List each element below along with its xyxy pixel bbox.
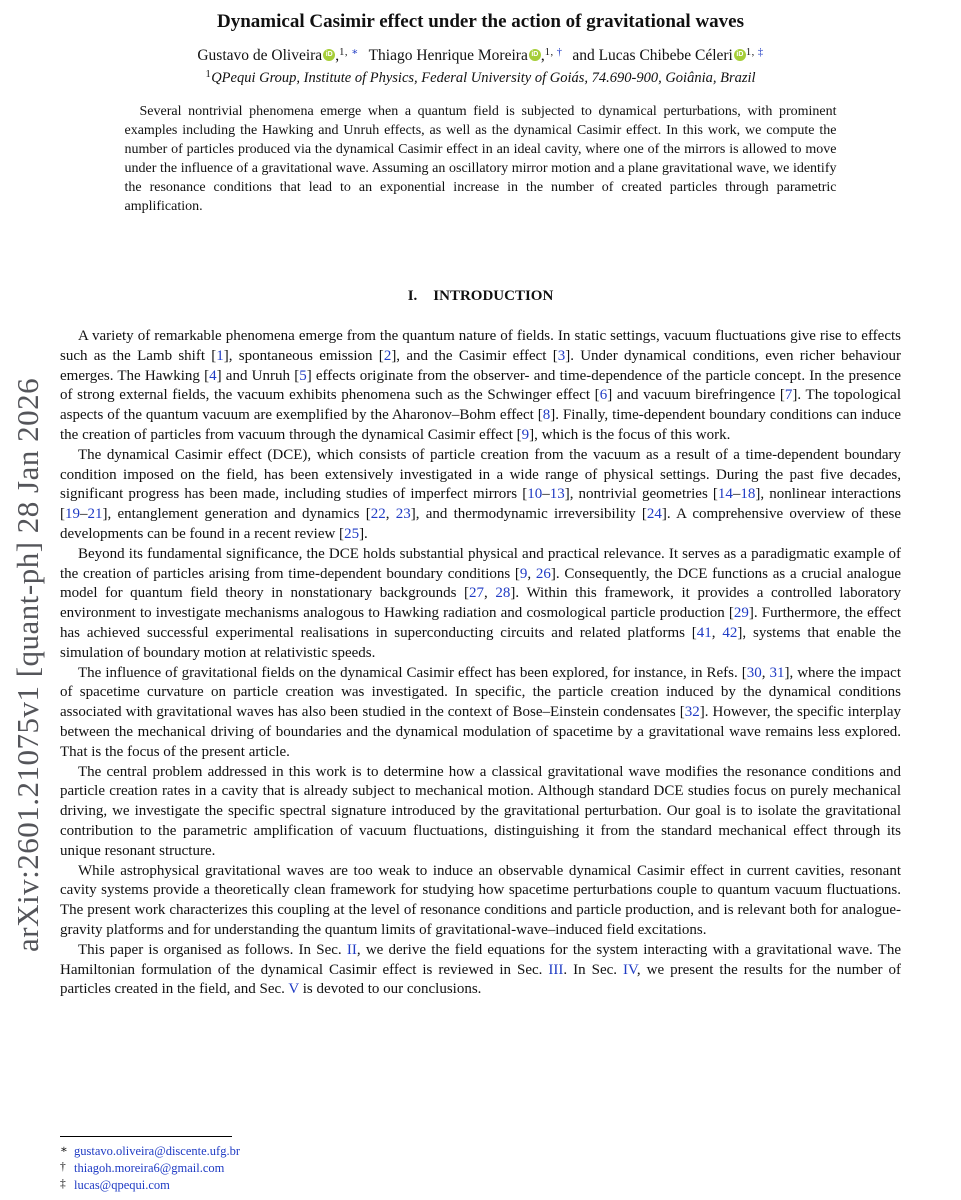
citation-link[interactable]: 29	[733, 605, 749, 622]
author-name: and Lucas Chibebe Céleri	[572, 47, 733, 64]
arxiv-stamp: arXiv:2601.21075v1 [quant-ph] 28 Jan 2026	[10, 377, 45, 952]
paragraph: A variety of remarkable phenomena emerge from the quantum nature of fields. In static settings, vacuum fluctuations give rise to effects such as the Lamb shift [1], spontaneous emission [2], and the Casimir effect [3]. Under dynamical conditions, even richer behaviour emerges. The Hawking [4] and Unruh [5] effects originate from the observer- and time-dependence of the particle concept. In the presence of strong external fields, the vacuum exhibits phenomena such as the Schwinger effect [6] and vacuum birefringence [7]. The topological aspects of the quantum vacuum are exemplified by the Aharonov–Bohm effect [8]. Finally, time-dependent boundary conditions can induce the creation of particles from vacuum through the dynamical Casimir effect [9], which is the focus of this work.	[60, 328, 901, 443]
footnote-line	[60, 1160, 240, 1177]
footnote-line	[60, 1143, 240, 1160]
citation-link[interactable]: 5	[299, 367, 307, 384]
footnote-rule	[60, 1136, 232, 1137]
citation-link[interactable]: 31	[769, 664, 785, 681]
section-ref-link[interactable]: IV	[623, 961, 637, 978]
paragraph: This paper is organised as follows. In Sec. II, we derive the field equations for the system interacting with a gravitational wave. The Hamiltonian formulation of the dynamical Casimir effect is reviewed in Sec. III. In Sec. IV, we present the results for the number of particles created in the field, and Sec. V is devoted to our conclusions.	[60, 941, 902, 998]
citation-link[interactable]: 22	[370, 506, 386, 523]
section-number: I.	[407, 288, 418, 304]
citation-link[interactable]: 27	[469, 585, 485, 602]
author-separator: ,	[335, 47, 340, 64]
citation-link[interactable]: 10	[527, 486, 543, 503]
author-separator: ,	[540, 47, 545, 64]
citation-link[interactable]: 42	[722, 624, 738, 641]
author-footnote-sym[interactable]: ∗	[351, 47, 359, 58]
author-name: Thiago Henrique Moreira	[368, 47, 528, 64]
citation-link[interactable]: 8	[542, 407, 551, 424]
citation-link[interactable]: 13	[549, 486, 565, 503]
section-heading	[60, 288, 901, 305]
citation-link[interactable]: 24	[646, 506, 662, 523]
paragraph: While astrophysical gravitational waves are too weak to induce an observable dynamical Casimir effect in current cavities, resonant cavity systems provide a theoretically clean framework for studying how spacetime perturbations couple to quantum vacuum fluctuations. The present work characterizes this coupling at the level of resonance conditions and particle production, and is relevant both for analogue-gravity platforms and for understanding the quantum limits of gravitational-wave–induced field excitations.	[60, 862, 901, 938]
citation-link[interactable]: 14	[717, 486, 733, 503]
citation-link[interactable]: 3	[557, 347, 566, 364]
author	[197, 47, 358, 64]
footnote-email-link[interactable]: lucas@qpequi.com	[74, 1178, 170, 1192]
author-line	[60, 47, 901, 65]
footnote-email-link[interactable]: thiagoh.moreira6@gmail.com	[74, 1161, 225, 1175]
citation-link[interactable]: 23	[395, 506, 411, 523]
citation-link[interactable]: 18	[740, 486, 756, 503]
citation-link[interactable]: 1	[216, 347, 224, 364]
footnote-marker: †	[60, 1161, 66, 1173]
abstract: Several nontrivial phenomena emerge when a quantum field is subjected to dynamical perturbations, with prominent examples including the Hawking and Unruh effects, as well as the dynamical Casimir effect. In this work, we compute the number of particles produced via the dynamical Casimir effect in an ideal cavity, where one of the mirrors is allowed to move under the influence of a gravitational wave. Assuming an oscillatory mirror motion and a plane gravitational wave, we identify the resonance conditions that lead to an exponential increase in the number of created particles through parametric amplification.	[124, 104, 837, 214]
paragraph: Beyond its fundamental significance, the DCE holds substantial physical and practical relevance. It serves as a paradigmatic example of the creation of particles arising from time-dependent boundary conditions [9, 26]. Consequently, the DCE functions as a crucial analogue model for quantum field theory in nonstationary backgrounds [27, 28]. Within this framework, it provides a controlled laboratory environment to investigate mechanisms analogous to Hawking radiation and cosmological particle production [29]. Furthermore, the effect has achieved successful experimental realisations in superconducting circuits and related platforms [41, 42], systems that enable the simulation of boundary motion at relativistic speeds.	[60, 545, 902, 661]
orcid-icon[interactable]: iD	[529, 49, 541, 61]
author-name: Gustavo de Oliveira	[197, 47, 323, 64]
footnotes	[60, 1136, 240, 1194]
introduction-body	[60, 327, 901, 1000]
citation-link[interactable]: 9	[519, 565, 528, 582]
citation-link[interactable]: 21	[87, 506, 103, 523]
footnote-email-link[interactable]: gustavo.oliveira@discente.ufg.br	[74, 1144, 240, 1158]
citation-link[interactable]: 26	[535, 565, 551, 582]
paragraph: The influence of gravitational fields on the dynamical Casimir effect has been explored, for instance, in Refs. [30, 31], where the impact of spacetime curvature on particle creation was investigated. In specific, the particle creation induced by the dynamical conditions associated with gravitational waves has also been studied in the context of Bose–Einstein condensates [32]. However, the specific interplay between the mechanical driving of boundaries and the dynamical modulation of spacetime by a gravitational wave remains less explored. That is the focus of the present article.	[60, 664, 902, 760]
paragraph: The central problem addressed in this work is to determine how a classical gravitational wave modifies the resonance conditions and particle creation rates in a cavity that is already subject to mechanical motion. Although standard DCE studies focus on purely mechanical driving, we investigate the specific spectral signature introduced by the gravitational perturbation. Our goal is to isolate the gravitational contribution to the parametric amplification of vacuum fluctuations, distinguishing it from the standard mechanical effect through its unique resonant structure.	[60, 763, 901, 859]
affiliation-sup: 1	[205, 69, 212, 80]
author-footnote-sym[interactable]: †	[556, 47, 563, 58]
footnote-marker: ∗	[60, 1144, 68, 1156]
author-footnote-sym[interactable]: ‡	[757, 47, 764, 58]
footnote-line	[60, 1177, 240, 1194]
paper-title: Dynamical Casimir effect under the action of gravitational waves	[217, 11, 744, 32]
author	[572, 47, 763, 64]
footnote-marker: ‡	[60, 1178, 66, 1190]
author	[369, 47, 563, 64]
section-ref-link[interactable]: III	[548, 961, 564, 978]
author-affil-sup: 1,	[544, 47, 554, 58]
author-affil-sup: 1,	[339, 47, 348, 58]
affiliation-text: QPequi Group, Institute of Physics, Federal University of Goiás, 74.690-900, Goiânia, Brazil	[211, 70, 756, 86]
citation-link[interactable]: 25	[344, 525, 360, 542]
affiliation	[60, 70, 901, 87]
orcid-icon[interactable]: iD	[323, 49, 335, 61]
citation-link[interactable]: 32	[684, 704, 700, 721]
section-ref-link[interactable]: II	[346, 941, 357, 958]
orcid-icon[interactable]: iD	[734, 49, 746, 61]
citation-link[interactable]: 19	[65, 506, 80, 523]
paragraph: The dynamical Casimir effect (DCE), which consists of particle creation from the vacuum as a result of a time-dependent boundary condition imposed on the field, has been extensively investigated in a wide range of physical settings. During the past five decades, significant progress has been made, including studies of imperfect mirrors [10–13], nontrivial geometries [14–18], nonlinear interactions [19–21], entanglement generation and dynamics [22, 23], and thermodynamic irreversibility [24]. A comprehensive overview of these developments can be found in a recent review [25].	[60, 446, 901, 542]
citation-link[interactable]: 2	[383, 347, 392, 364]
section-ref-link[interactable]: V	[288, 981, 299, 998]
section-title: INTRODUCTION	[433, 288, 554, 304]
citation-link[interactable]: 9	[521, 426, 530, 443]
citation-link[interactable]: 30	[746, 664, 762, 681]
citation-link[interactable]: 41	[696, 624, 712, 641]
citation-link[interactable]: 7	[784, 387, 793, 404]
citation-link[interactable]: 6	[599, 387, 608, 404]
citation-link[interactable]: 28	[495, 585, 511, 602]
citation-link[interactable]: 4	[209, 367, 217, 384]
author-affil-sup: 1,	[745, 47, 755, 58]
